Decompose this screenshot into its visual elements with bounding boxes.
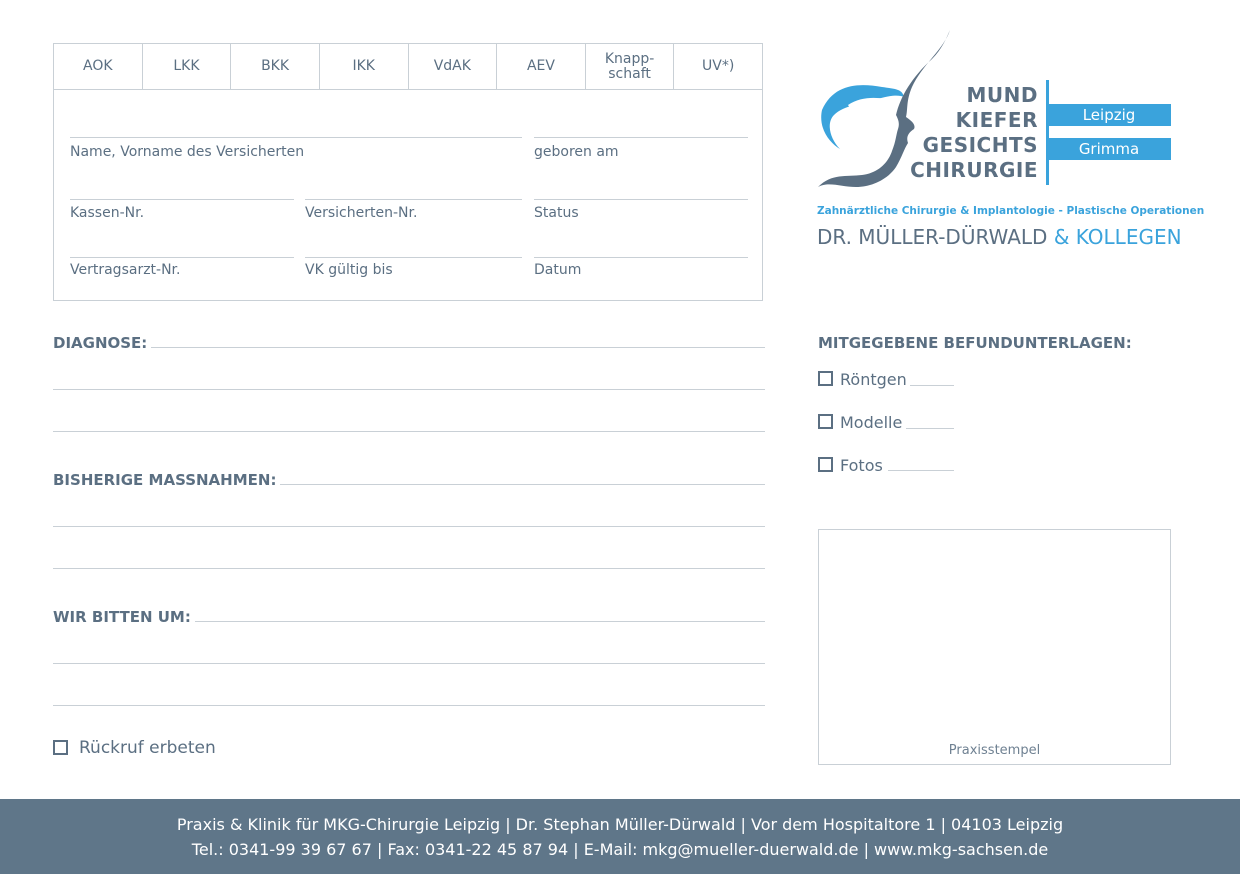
rueckruf-label: Rückruf erbeten	[79, 738, 216, 758]
versicherten-field-line[interactable]	[305, 199, 522, 200]
footer-address-line: Praxis & Klinik für MKG-Chirurgie Leipzig | Dr. Stephan Müller-Dürwald | Vor dem Hospitaltore 1 | 04103 Leipzig	[176, 815, 1064, 834]
practice-tagline: Zahnärztliche Chirurgie & Implantologie - Plastische Operationen	[817, 205, 1205, 217]
birth-field-line[interactable]	[534, 137, 748, 138]
vertragsarzt-field-label: Vertragsarzt-Nr.	[70, 262, 181, 278]
practice-stamp-label: Praxisstempel	[948, 743, 1041, 758]
massnahmen-title: BISHERIGE MASSNAHMEN:	[53, 471, 280, 489]
practice-stamp-box[interactable]	[818, 529, 1171, 765]
birth-field-label: geboren am	[534, 144, 619, 160]
versicherten-field-label: Versicherten-Nr.	[305, 205, 418, 221]
vk-field-line[interactable]	[305, 257, 522, 258]
datum-field-line[interactable]	[534, 257, 748, 258]
bitten-line-2[interactable]	[53, 663, 765, 664]
insurance-type-row	[54, 44, 762, 90]
insurance-cell-aev[interactable]: AEV	[497, 44, 586, 89]
befund-title: MITGEGEBENE BEFUNDUNTERLAGEN:	[818, 334, 1136, 352]
logo-word-chirurgie: CHIRURGIE	[910, 158, 1038, 182]
contact-footer	[0, 799, 1240, 874]
fotos-checkbox[interactable]	[818, 457, 833, 472]
datum-field-label: Datum	[534, 262, 582, 278]
bitten-line-3[interactable]	[53, 705, 765, 706]
massnahmen-line-2[interactable]	[53, 526, 765, 527]
logo-word-kiefer: KIEFER	[955, 108, 1038, 132]
doctor-name-accent: & KOLLEGEN	[1053, 225, 1182, 249]
vk-field-label: VK gültig bis	[305, 262, 393, 278]
insurance-cell-knappschaft[interactable]: Knapp- schaft	[586, 44, 675, 89]
location-grimma: Grimma	[1047, 138, 1171, 160]
diagnose-line-3[interactable]	[53, 431, 765, 432]
footer-contact-line: Tel.: 0341-99 39 67 67 | Fax: 0341-22 45 87 94 | E-Mail: mkg@mueller-duerwald.de | www.mkg-sachsen.de	[191, 840, 1049, 859]
name-field-line[interactable]	[70, 137, 522, 138]
bitten-title: WIR BITTEN UM:	[53, 608, 195, 626]
logo-divider	[1046, 80, 1049, 185]
insurance-cell-uv[interactable]: UV*)	[702, 58, 735, 74]
modelle-line[interactable]	[906, 428, 954, 429]
insurance-cell-vdak[interactable]: VdAK	[409, 44, 498, 89]
diagnose-line-2[interactable]	[53, 389, 765, 390]
fotos-label: Fotos	[840, 456, 883, 475]
roentgen-label: Röntgen	[840, 370, 907, 389]
doctor-name	[817, 225, 1182, 249]
diagnose-title: DIAGNOSE:	[53, 334, 151, 352]
rueckruf-checkbox[interactable]	[53, 740, 68, 755]
status-field-line[interactable]	[534, 199, 748, 200]
roentgen-line[interactable]	[910, 385, 954, 386]
status-field-label: Status	[534, 205, 579, 221]
fotos-line[interactable]	[888, 470, 954, 471]
insurance-cell-aok[interactable]: AOK	[54, 44, 143, 89]
modelle-checkbox[interactable]	[818, 414, 833, 429]
location-leipzig: Leipzig	[1047, 104, 1171, 126]
insurance-cell-lkk[interactable]: LKK	[143, 44, 232, 89]
vertragsarzt-field-line[interactable]	[70, 257, 294, 258]
name-field-label: Name, Vorname des Versicherten	[70, 144, 305, 160]
insurance-cell-ikk[interactable]: IKK	[320, 44, 409, 89]
massnahmen-line-3[interactable]	[53, 568, 765, 569]
diagnose-line-1[interactable]	[53, 347, 765, 348]
kassen-field-label: Kassen-Nr.	[70, 205, 145, 221]
doctor-name-main: DR. MÜLLER-DÜRWALD	[817, 225, 1048, 249]
insurance-cell-bkk[interactable]: BKK	[231, 44, 320, 89]
logo-word-mund: MUND	[966, 83, 1038, 107]
logo-word-gesichts: GESICHTS	[922, 133, 1038, 157]
roentgen-checkbox[interactable]	[818, 371, 833, 386]
modelle-label: Modelle	[840, 413, 903, 432]
kassen-field-line[interactable]	[70, 199, 294, 200]
